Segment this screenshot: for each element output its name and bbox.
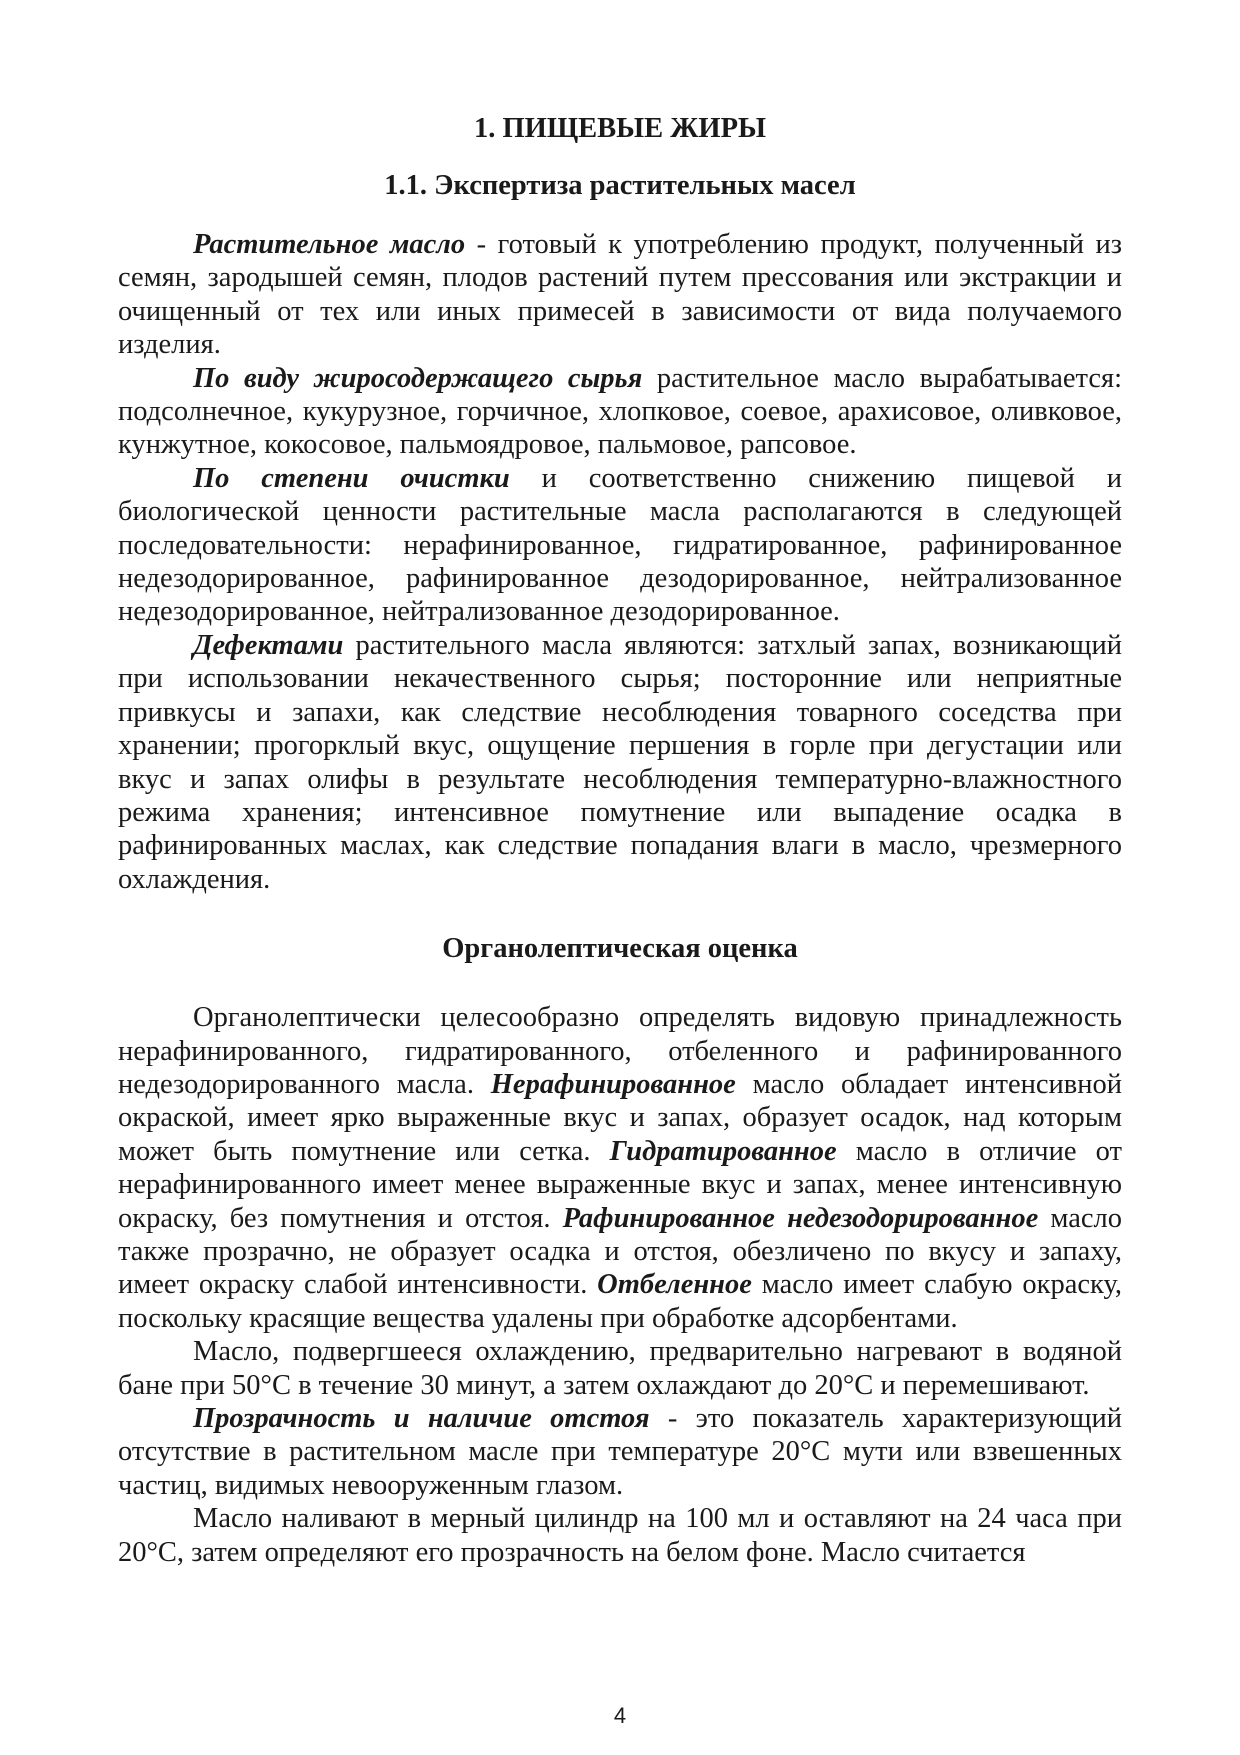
section-title: 1.1. Экспертиза растительных масел (384, 170, 856, 201)
subsection-title: Органолептическая оценка (442, 933, 798, 965)
paragraph-text: растительное масло вырабатывается: подсолнечное, кукурузное, горчичное, хлопковое, соевое, арахисовое, оливковое, кунжутное, кокосовое, пальмоядровое, пальмовое, рапсовое. (118, 362, 1122, 461)
paragraph-heating (118, 1335, 1122, 1402)
term-bleached: Отбеленное (597, 1269, 752, 1301)
page-number: 4 (613, 1703, 627, 1728)
paragraph-definition (118, 228, 1122, 362)
term-unrefined: Нерафинированное (490, 1068, 736, 1100)
paragraph-raw-material (118, 362, 1122, 462)
term-hydrated: Гидратированное (609, 1135, 837, 1167)
paragraph-organoleptic (118, 1001, 1122, 1335)
chapter-title: 1. ПИЩЕВЫЕ ЖИРЫ (473, 113, 766, 144)
term-raw-material: По виду жиросодержащего сырья (193, 362, 643, 394)
term-defects: Дефектами (193, 629, 344, 661)
paragraph-refining (118, 462, 1122, 629)
paragraph-text: масло имеет слабую окраску, поскольку красящие вещества удалены при обработке адсорбентами. (118, 1269, 1122, 1334)
paragraph-text: - готовый к употреблению продукт, полученный из семян, зародышей семян, плодов растений путем прессования или экстракции и очищенный от тех или иных примесей в зависимости от вида получаемого изделия. (118, 229, 1123, 361)
paragraph-defects (118, 629, 1122, 896)
paragraph-transparency (118, 1402, 1122, 1502)
paragraph-cylinder (118, 1502, 1122, 1569)
term-refining-degree: По степени очистки (193, 462, 510, 494)
paragraph-text: Органолептически целесообразно определять видовую принадлежность нерафинированного, гидратированного, отбеленного и рафинированного недезодорированного масла. (118, 1002, 1122, 1100)
paragraph-text: Масло наливают в мерный цилиндр на 100 мл и оставляют на 24 часа при 20°С, затем определяют его прозрачность на белом фоне. Масло считается (118, 1503, 1122, 1568)
page-content (118, 112, 1122, 1569)
paragraph-text: - это показатель характеризующий отсутствие в растительном масле при температуре 20°С мути или взвешенных частиц, видимых невооруженным глазом. (118, 1403, 1123, 1501)
paragraph-text: растительного масла являются: затхлый запах, возникающий при использовании некачественного сырья; посторонние или неприятные привкусы и запахи, как следствие несоблюдения товарного соседства при хранении; прогорклый вкус, ощущение першения в горле при дегустации или вкус и запах олифы в результате несоблюдения температурно-влажностного режима хранения; интенсивное помутнение или выпадение осадка в рафинированных маслах, как следствие попадания влаги в масло, чрезмерного охлаждения. (118, 629, 1122, 895)
paragraph-text: масло также прозрачно, не образует осадка и отстоя, обезличено по вкусу и запаху, имеет окраску слабой интенсивности. (118, 1202, 1122, 1301)
term-transparency: Прозрачность и наличие отстоя (193, 1403, 650, 1434)
paragraph-text: масло в отличие от нерафинированного имеет менее выраженные вкус и запах, менее интенсивную окраску, без помутнения и отстоя. (118, 1135, 1122, 1234)
paragraph-text: и соответственно снижению пищевой и биологической ценности растительные масла располагаются в следующей последовательности: нерафинированное, гидратированное, рафинированное недезодорированное, рафинированное дезодорированное, нейтрализованное недезодорированное, нейтрализованное дезодорированное. (118, 462, 1122, 628)
term-refined-undeodorized: Рафинированное недезодорированное (562, 1202, 1039, 1234)
paragraph-text: Масло, подвергшееся охлаждению, предварительно нагревают в водяной бане при 50°С в течение 30 минут, а затем охлаждают до 20°С и перемешивают. (118, 1336, 1122, 1401)
term-vegetable-oil: Растительное масло (193, 229, 466, 260)
paragraph-text: масло обладает интенсивной окраской, имеет ярко выраженные вкус и запах, образует осадок, над которым может быть помутнение или сетка. (118, 1068, 1122, 1167)
